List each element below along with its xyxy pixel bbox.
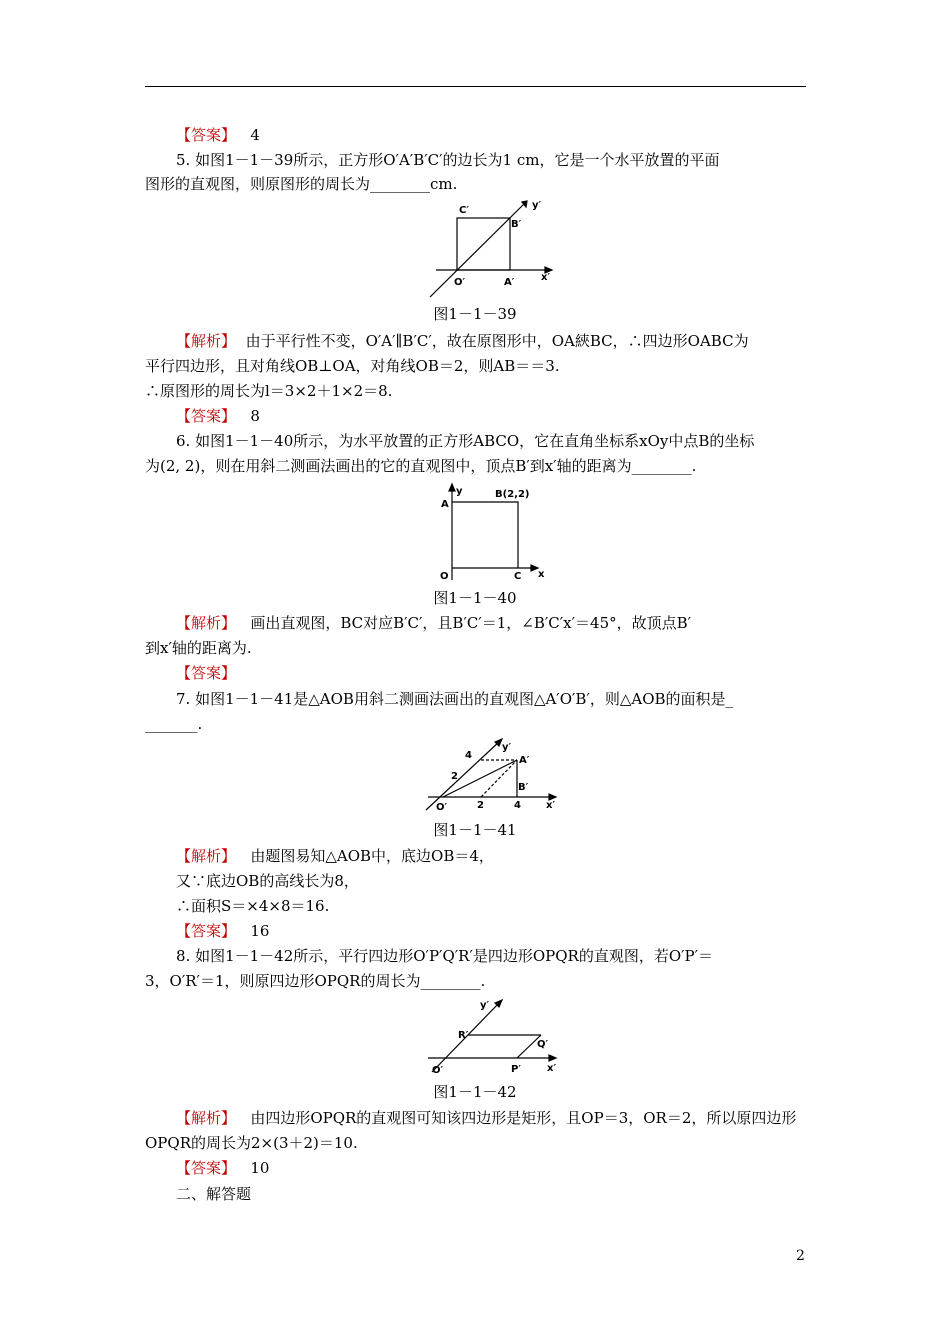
figure-1-1-39: [424, 196, 560, 300]
figure-caption-41: 图1－1－41: [433, 821, 517, 839]
label-c: C: [514, 571, 522, 582]
figure-1-1-40: [432, 480, 552, 586]
tick-4-x: 4: [514, 800, 521, 811]
solution-5-line-3: ∴原图形的周长为l＝3×2＋1×2＝8.: [145, 382, 393, 400]
label-x-prime: x′: [541, 272, 551, 283]
solution-7-line-3: ∴面积S＝×4×8＝16.: [176, 897, 330, 915]
label-a-prime: A′: [519, 755, 530, 766]
answer-8: 【答案】 10: [176, 1159, 270, 1177]
label-x: x: [538, 569, 545, 580]
label-o-prime: O′: [436, 802, 448, 813]
question-5-line-1: 5. 如图1－1－39所示，正方形O′A′B′C′的边长为1 cm，它是一个水平放置的平面: [176, 151, 720, 169]
tick-2-x: 2: [477, 800, 484, 811]
header-rule: [145, 86, 806, 87]
solution-7-line-2: 又∵底边OB的高线长为8，: [176, 872, 359, 890]
tick-4-y: 4: [465, 750, 472, 761]
solution-6-line-2: 到x′轴的距离为.: [145, 639, 252, 657]
answer-label: 【答案】: [176, 1159, 237, 1177]
label-y: y: [456, 486, 463, 497]
solution-6-line-1: 【解析】 画出直观图，BC对应B′C′，且B′C′＝1，∠B′C′x′＝45°，故顶点B′: [176, 614, 692, 632]
question-7-line-1: 7. 如图1－1－41是△AOB用斜二测画法画出的直观图△A′O′B′，则△AOB的面积是_: [176, 690, 734, 708]
answer-6: [176, 663, 236, 683]
label-y-prime: y′: [502, 742, 512, 753]
answer-label: 【答案】: [176, 922, 237, 940]
solution-5-line-1: 【解析】 由于平行性不变，O′A′∥B′C′，故在原图形中，OA綊BC，∴四边形OABC为: [176, 332, 749, 350]
label-b-prime: B′: [518, 782, 529, 793]
label-o-prime: O′: [454, 277, 466, 288]
question-6-line-1: 6. 如图1－1－40所示，为水平放置的正方形ABCO，它在直角坐标系xOy中点B的坐标: [176, 432, 755, 450]
label-r-prime: R′: [458, 1030, 469, 1041]
label-a-prime: A′: [504, 277, 515, 288]
question-8-line-2: 3，O′R′＝1，则原四边形OPQR的周长为________.: [145, 972, 486, 990]
label-x-prime: x′: [546, 800, 556, 811]
question-7-line-2: _______.: [145, 715, 203, 733]
question-6-line-2: 为(2, 2)，则在用斜二测画法画出的它的直观图中，顶点B′到x′轴的距离为________.: [145, 457, 697, 475]
answer-7: 【答案】 16: [176, 922, 270, 940]
label-y-prime: y′: [532, 200, 542, 211]
question-8-line-1: 8. 如图1－1－42所示，平行四边形O′P′Q′R′是四边形OPQR的直观图，若O′P′＝: [176, 947, 714, 965]
figure-1-1-41: [422, 735, 562, 813]
analysis-label: 【解析】: [176, 332, 237, 350]
solution-8-line-2: OPQR的周长为2×(3＋2)＝10.: [145, 1134, 358, 1152]
answer-5: 【答案】 8: [176, 407, 260, 425]
solution-5-line-2: 平行四边形，且对角线OB⊥OA，对角线OB＝2，则AB＝＝3.: [145, 357, 560, 375]
page-number: 2: [796, 1248, 805, 1264]
label-o-prime: O′: [432, 1065, 444, 1076]
tick-2-y: 2: [451, 771, 458, 782]
label-a: A: [441, 499, 449, 510]
answer-value: 4: [250, 126, 260, 144]
analysis-label: 【解析】: [176, 847, 237, 865]
label-y-prime: y′: [480, 1000, 490, 1011]
figure-1-1-42: [424, 994, 564, 1076]
question-5-line-2: 图形的直观图，则原图形的周长为________cm.: [145, 175, 458, 193]
analysis-label: 【解析】: [176, 614, 237, 632]
answer-label: 【答案】: [176, 664, 237, 682]
figure-caption-40: 图1－1－40: [433, 589, 517, 607]
label-c-prime: C′: [459, 205, 469, 216]
answer-line: [176, 125, 260, 145]
solution-8-line-1: 【解析】 由四边形OPQR的直观图可知该四边形是矩形，且OP＝3，OR＝2，所以原四边形: [176, 1109, 797, 1127]
label-q-prime: Q′: [537, 1039, 549, 1050]
label-p-prime: P′: [511, 1064, 521, 1075]
label-b: B(2,2): [495, 489, 530, 500]
analysis-label: 【解析】: [176, 1109, 237, 1127]
label-x-prime: x′: [547, 1063, 557, 1074]
figure-caption-39: 图1－1－39: [433, 305, 517, 323]
solution-7-line-1: 【解析】 由题图易知△AOB中，底边OB＝4，: [176, 847, 494, 865]
section-heading: 二、解答题: [176, 1185, 252, 1203]
answer-label: 【答案】: [176, 126, 237, 144]
figure-caption-42: 图1－1－42: [433, 1083, 517, 1101]
answer-label: 【答案】: [176, 407, 237, 425]
label-b-prime: B′: [511, 219, 522, 230]
label-o: O: [440, 571, 449, 582]
